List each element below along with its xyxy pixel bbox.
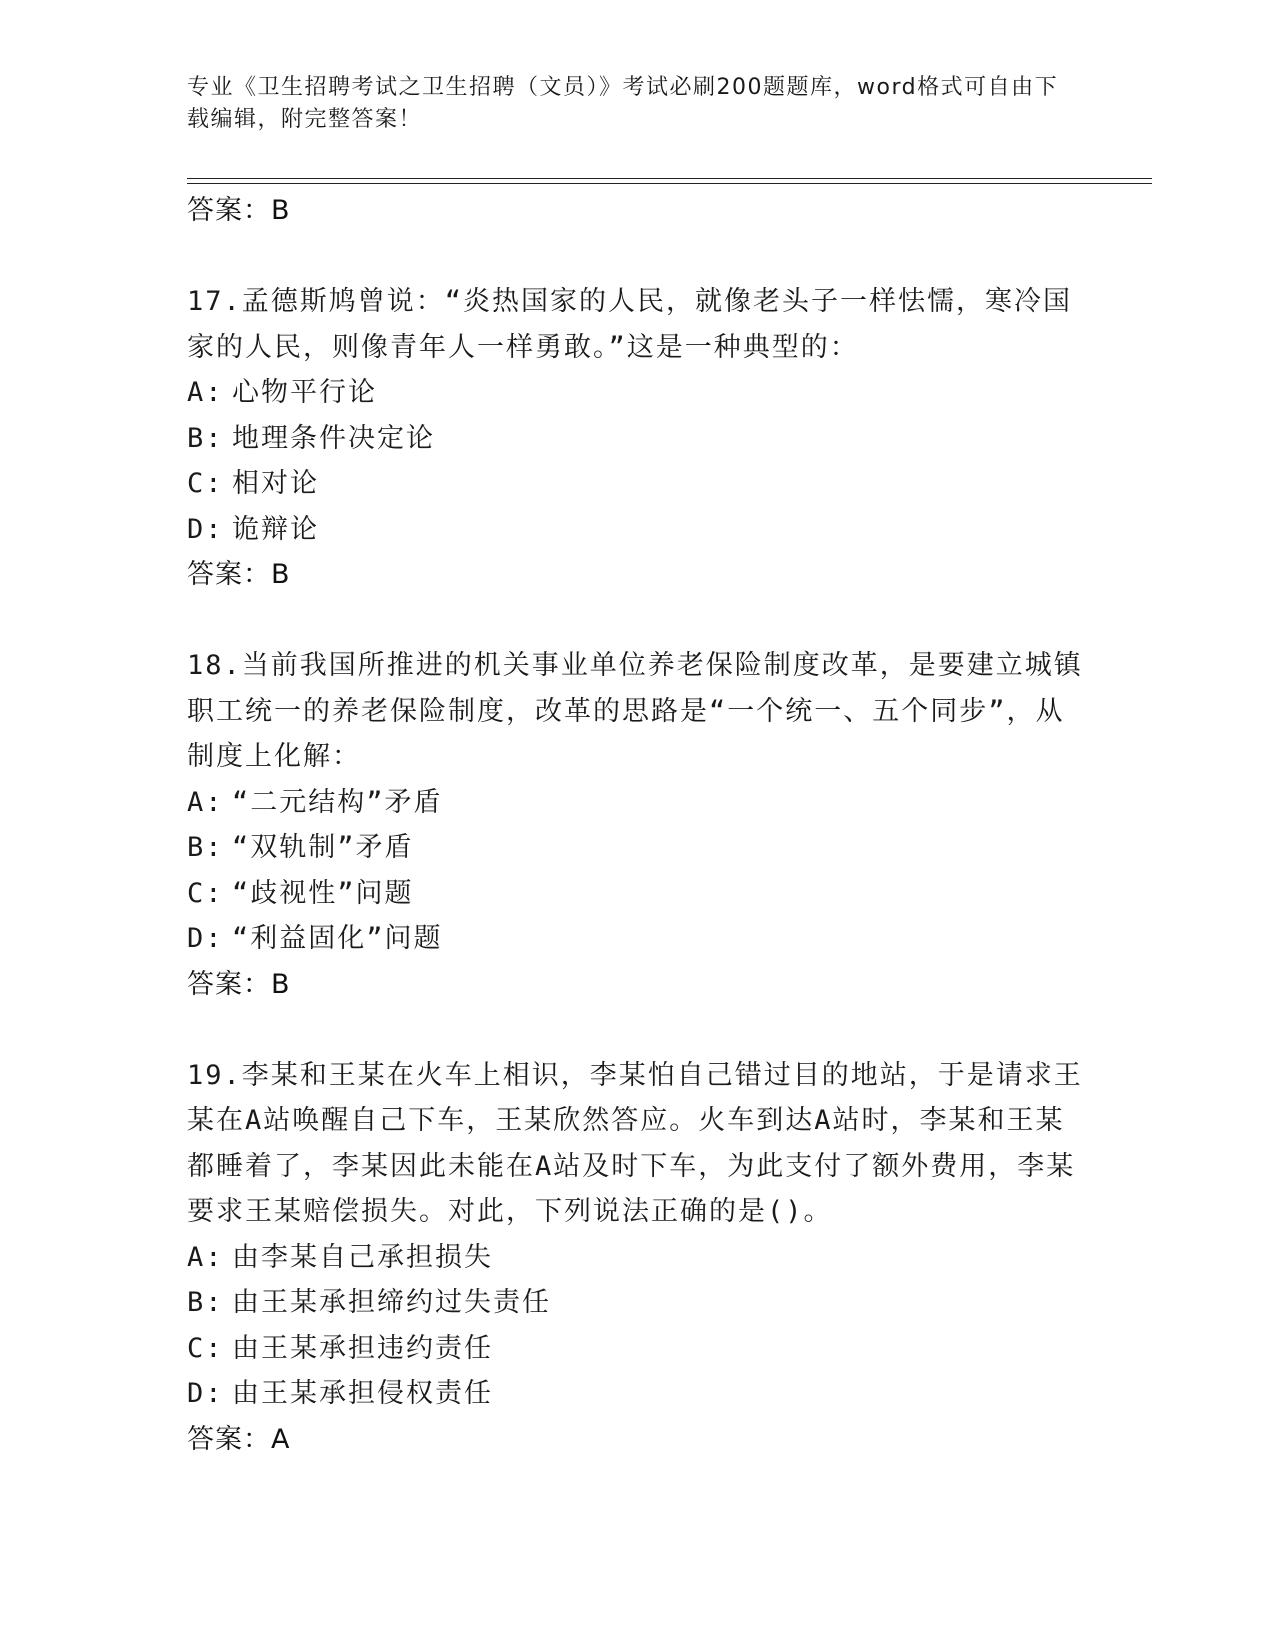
option-letter: D: [187, 923, 224, 954]
header-rule-top [187, 178, 1152, 179]
option-letter: C: [187, 877, 224, 909]
option-c [187, 1326, 1087, 1372]
answer: 答案：A [187, 1423, 291, 1455]
previous-answer: 答案：B [187, 195, 291, 226]
question-stem: 17.孟德斯鸠曾说：“炎热国家的人民，就像老头子一样怯懦，寒冷国家的人民，则像青年人一样勇敢。”这是一种典型的： [187, 286, 1073, 363]
option-letter: B: [187, 832, 224, 863]
option-letter: B: [187, 422, 224, 454]
option-text: 由王某承担侵权责任 [232, 1378, 493, 1409]
page-header [187, 72, 1067, 136]
option-d [187, 916, 1087, 962]
option-text: 地理条件决定论 [232, 422, 435, 454]
option-text: 相对论 [232, 468, 319, 499]
question-stem: 19.李某和王某在火车上相识，李某怕自己错过目的地站，于是请求王某在A站唤醒自己下车，王某欣然答应。火车到达A站时，李某和王某都睡着了，李某因此未能在A站及时下车，为此支付了额外费用，李某要求王某赔偿损失。对此，下列说法正确的是()。 [187, 1059, 1083, 1227]
option-letter: A: [187, 786, 224, 818]
option-text: 由李某自己承担损失 [232, 1241, 493, 1273]
option-text: 诡辩论 [232, 513, 319, 545]
answer: 答案：B [187, 559, 291, 590]
option-b [187, 1280, 1087, 1326]
option-letter: B: [187, 1287, 224, 1318]
option-text: 心物平行论 [232, 377, 377, 408]
option-c [187, 461, 1087, 507]
option-letter: D: [187, 513, 224, 545]
option-b [187, 825, 1087, 871]
option-text: 由王某承担缔约过失责任 [232, 1287, 551, 1318]
option-text: “双轨制”矛盾 [232, 832, 414, 863]
option-text: “利益固化”问题 [232, 923, 443, 954]
header-text: 专业《卫生招聘考试之卫生招聘（文员）》考试必刷200题题库，word格式可自由下载编辑，附完整答案！ [187, 75, 1059, 132]
option-c [187, 871, 1087, 917]
option-a [187, 1235, 1087, 1281]
option-letter: D: [187, 1378, 224, 1409]
document-body [187, 188, 1087, 1462]
option-text: “二元结构”矛盾 [232, 786, 443, 818]
option-letter: C: [187, 468, 224, 499]
option-d [187, 507, 1087, 553]
question-19 [187, 1053, 1087, 1462]
option-a [187, 370, 1087, 416]
option-letter: A: [187, 377, 224, 408]
option-letter: C: [187, 1332, 224, 1364]
option-text: 由王某承担违约责任 [232, 1332, 493, 1364]
question-stem: 18.当前我国所推进的机关事业单位养老保险制度改革，是要建立城镇职工统一的养老保险制度，改革的思路是“一个统一、五个同步”，从制度上化解： [187, 650, 1083, 772]
answer: 答案：B [187, 968, 291, 1000]
option-d [187, 1371, 1087, 1417]
header-rule-bottom [187, 183, 1152, 184]
question-18 [187, 643, 1087, 1007]
option-text: “歧视性”问题 [232, 877, 414, 909]
option-letter: A: [187, 1241, 224, 1273]
question-17 [187, 279, 1087, 597]
option-b [187, 416, 1087, 462]
option-a [187, 780, 1087, 826]
